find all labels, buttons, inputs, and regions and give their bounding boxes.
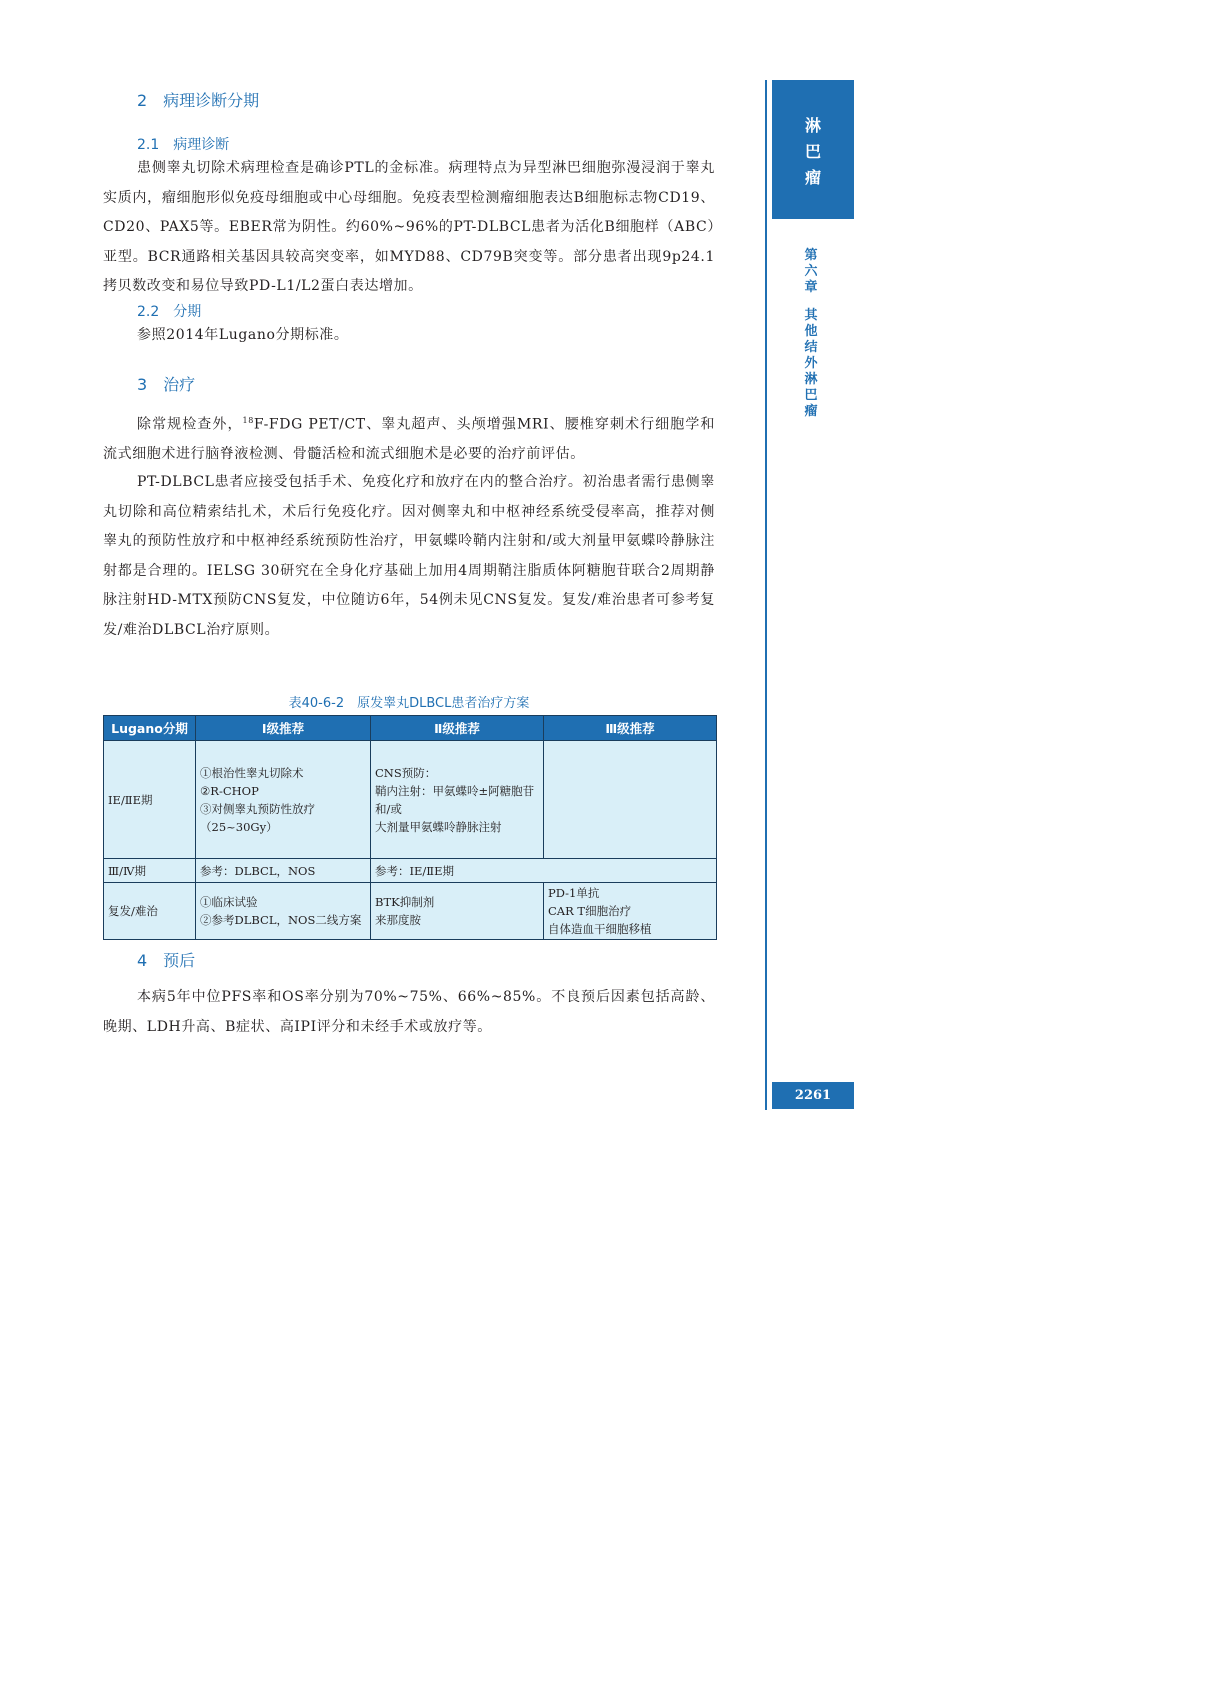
level-2-cell: [371, 741, 544, 859]
section-3-p1-rest: F-FDG PET/CT、睾丸超声、头颅增强MRI、腰椎穿刺术行细胞学和流式细胞术进行脑脊液检测、骨髓活检和流式细胞术是必要的治疗前评估。: [103, 416, 715, 463]
chapter-char: 他: [804, 324, 818, 339]
level-1-cell: 参考：DLBCL，NOS: [196, 859, 371, 883]
level-2-cell: 参考：ⅠE/ⅡE期: [371, 859, 717, 883]
table-row: [104, 741, 717, 859]
table-row: [104, 883, 717, 940]
section-2-2-text: 参照2014年Lugano分期标准。: [137, 327, 349, 343]
cell-line: CNS预防：: [375, 765, 437, 780]
table-row: [104, 859, 717, 883]
level-1-cell: [196, 741, 371, 859]
header-lugano: Lugano分期: [104, 716, 196, 741]
section-3-paragraph-2: PT-DLBCL患者应接受包括手术、免疫化疗和放疗在内的整合治疗。初治患者需行患侧睾丸切除和高位精索结扎术，术后行免疫化疗。因对侧睾丸和中枢神经系统受侵率高，推荐对侧睾丸的预防性放疗和中枢神经系统预防性治疗，甲氨蝶呤鞘内注射和/或大剂量甲氨蝶呤静脉注射都是合理的。IELSG 30研究在全身化疗基础上加用4周期鞘注脂质体阿糖胞苷联合2周期静脉注射HD-MTX预防CNS复发，中位随访6年，54例未见CNS复发。复发/难治患者可参考复发/难治DLBCL治疗原则。: [103, 474, 715, 638]
level-3-cell: [544, 883, 717, 940]
tab-char: 淋: [804, 116, 821, 135]
treatment-table: [103, 715, 717, 940]
cell-line: ③对侧睾丸预防性放疗（25~30Gy）: [200, 801, 315, 834]
section-2-1-title: 2.1 病理诊断: [137, 137, 230, 153]
table-header-row: [104, 716, 717, 741]
chapter-char: 其: [804, 308, 818, 323]
section-4-title: 4 预后: [137, 951, 196, 970]
cell-line: ①根治性睾丸切除术: [200, 765, 304, 780]
tab-char: 巴: [804, 142, 821, 161]
cell-line: 自体造血干细胞移植: [548, 922, 652, 936]
cell-line: 鞘内注射：甲氨蝶呤±阿糖胞苷: [375, 783, 535, 798]
level-2-cell: [371, 883, 544, 940]
level-3-cell: [544, 741, 717, 859]
level-1-cell: [196, 883, 371, 940]
page-number: 2261: [772, 1082, 854, 1109]
section-tab: [772, 80, 854, 219]
chapter-char: 章: [804, 280, 818, 295]
tab-char: 瘤: [804, 168, 821, 187]
cell-line: PD-1单抗: [548, 886, 600, 900]
header-level-3: Ⅲ级推荐: [544, 716, 717, 741]
section-2-1-text: 患侧睾丸切除术病理检查是确诊PTL的金标准。病理特点为异型淋巴细胞弥漫浸润于睾丸实质内，瘤细胞形似免疫母细胞或中心母细胞。免疫表型检测瘤细胞表达B细胞标志物CD19、CD20、PAX5等。EBER常为阴性。约60%~96%的PT-DLBCL患者为活化B细胞样（ABC）亚型。BCR通路相关基因具较高突变率，如MYD88、CD79B突变等。部分患者出现9p24.1拷贝数改变和易位导致PD-L1/L2蛋白表达增加。: [103, 160, 715, 294]
cell-line: 和/或: [375, 801, 402, 816]
cell-line: CAR T细胞治疗: [548, 904, 632, 918]
chapter-char: 巴: [804, 388, 818, 403]
header-level-2: Ⅱ级推荐: [371, 716, 544, 741]
section-2-title: 2 病理诊断分期: [137, 91, 260, 110]
section-2-2-title: 2.2 分期: [137, 304, 202, 320]
chapter-char: 瘤: [804, 404, 818, 419]
cell-line: ①临床试验: [200, 895, 258, 909]
section-3-p1-start: 除常规检查外，: [137, 416, 243, 433]
cell-line: ②R-CHOP: [200, 783, 259, 798]
stage-cell: Ⅲ/Ⅳ期: [104, 859, 196, 883]
margin-rule: [765, 80, 767, 1110]
header-level-1: Ⅰ级推荐: [196, 716, 371, 741]
stage-cell: 复发/难治: [104, 883, 196, 940]
cell-line: 来那度胺: [375, 913, 421, 927]
cell-line: BTK抑制剂: [375, 895, 435, 909]
stage-cell: ⅠE/ⅡE期: [104, 741, 196, 859]
section-3-title: 3 治疗: [137, 375, 196, 394]
cell-line: 大剂量甲氨蝶呤静脉注射: [375, 819, 502, 834]
cell-line: ②参考DLBCL，NOS二线方案: [200, 913, 362, 927]
chapter-label: [800, 248, 822, 420]
chapter-char: 外: [804, 356, 818, 371]
chapter-char: 结: [804, 340, 818, 355]
chapter-spacer: [800, 296, 822, 308]
chapter-char: 六: [804, 264, 818, 279]
chapter-char: 第: [804, 248, 818, 263]
section-3-paragraph-1: [103, 406, 715, 470]
table-caption: 表40-6-2 原发睾丸DLBCL患者治疗方案: [288, 696, 530, 711]
section-4-text: 本病5年中位PFS率和OS率分别为70%~75%、66%~85%。不良预后因素包括高龄、晚期、LDH升高、B症状、高IPI评分和未经手术或放疗等。: [103, 989, 715, 1035]
superscript-18: 18: [242, 416, 254, 425]
chapter-char: 淋: [804, 372, 818, 387]
